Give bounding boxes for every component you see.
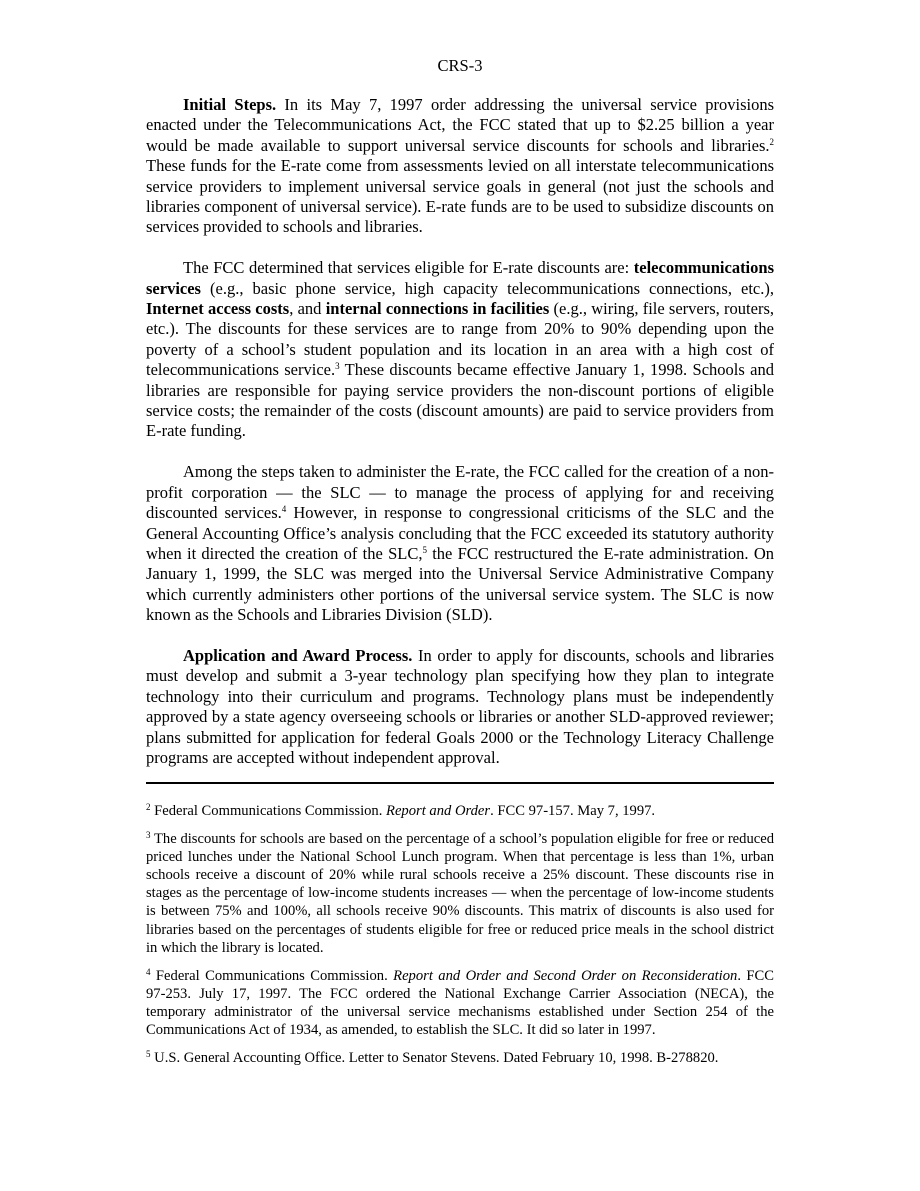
text-run: the FCC restructured the E-rate administration. On January 1, 1999, the SLC was merged into the Universal Service Administrative Company which currently administers other portions of the universal service system. The SLC is now known as the Schools and Libraries Division (SLD). [146, 543, 774, 625]
text-run: (e.g., wiring, file servers, routers, etc.). The discounts for these services are to range from 20% to 90% depending upon the poverty of a school’s student population and its location in an area with a high cost of telecommunications service. [146, 299, 774, 380]
text-run: The FCC determined that services eligible for E-rate discounts are: [183, 258, 634, 278]
text-run: Federal Communications Commission. [150, 967, 394, 984]
footnotes [146, 802, 774, 1077]
footnote-separator [146, 782, 774, 784]
text-run: (e.g., basic phone service, high capacity telecommunications connections, etc.), [200, 278, 774, 298]
italic-text: Report and Order [386, 803, 491, 819]
italic-text: Report and Order and Second Order on Reconsideration [393, 967, 738, 984]
page-number-header: CRS-3 [437, 56, 483, 75]
bold-text: Application and Award Process. [183, 645, 413, 665]
text-run: In order to apply for discounts, schools and libraries must develop and submit a 3-year technology plan specifying how they plan to integrate technology into their curriculum and programs. Technology plans must be independently approved by a state agency overseeing schools or libraries or another SLD-approved reviewer; plans submitted for application for federal Goals 2000 or the Technology Literacy Challenge programs are accepted without independent approval. [146, 645, 774, 767]
bold-text: telecommunications services [146, 258, 774, 298]
footnote-marker: 5 [146, 1049, 151, 1060]
text-run: In its May 7, 1997 order addressing the universal service provisions enacted under the Telecommunications Act, the FCC stated that up to $2.25 billion a year would be made available to support universal service discounts for schools and libraries. [146, 95, 774, 155]
footnote-2 [146, 802, 774, 820]
footnote-4 [146, 967, 774, 1039]
footnote-marker: 3 [146, 830, 151, 841]
text-run: , and [289, 299, 326, 319]
bold-text: internal connections in facilities [325, 299, 550, 319]
text-run: . FCC 97-157. May 7, 1997. [490, 803, 656, 819]
paragraph-administration [146, 462, 774, 625]
footnote-marker: 4 [281, 504, 287, 515]
text-run: However, in response to congressional criticisms of the SLC and the General Accounting Office’s analysis concluding that the FCC exceeded its statutory authority when it directed the creation of the SLC, [146, 503, 774, 563]
paragraph-application-award [146, 646, 774, 768]
text-run: These discounts became effective January 1, 1998. Schools and libraries are responsible for paying service providers the non-discount portions of eligible service costs; the remainder of the costs (discount amounts) are paid to service providers from E-rate funding. [146, 360, 774, 441]
text-run: These funds for the E-rate come from assessments levied on all interstate telecommunications service providers to implement universal service goals in general (not just the schools and libraries component of universal service). E-rate funds are to be used to subsidize discounts on services provided to schools and libraries. [146, 156, 774, 237]
text-run: Federal Communications Commission. [150, 803, 387, 819]
footnote-5 [146, 1049, 774, 1067]
footnote-marker: 3 [335, 361, 340, 372]
bold-text: Initial Steps. [183, 95, 277, 114]
bold-text: Internet access costs [146, 299, 290, 319]
footnote-3 [146, 830, 774, 957]
text-run: The discounts for schools are based on the percentage of a school’s population eligible for free or reduced priced lunches under the National School Lunch program. When that percentage is less than 1%, urban schools receive a discount of 20% while rural schools receive a 25% discount. These discounts rise in stages as the percentage of low-income students increases — when the percentage of low-income students is between 75% and 100%, all schools receive 90% discounts. This matrix of discounts is also used for libraries based on the percentages of students eligible for free or reduced price meals in the school district in which the library is located. [146, 831, 774, 956]
footnote-marker: 4 [146, 966, 151, 977]
text-run: U.S. General Accounting Office. Letter to Senator Stevens. Dated February 10, 1998. B-278820. [150, 1050, 719, 1067]
footnote-marker: 2 [769, 136, 774, 147]
text-run: . FCC 97-253. July 17, 1997. The FCC ordered the National Exchange Carrier Association (NECA), the temporary administrator of the universal service mechanisms established under Section 254 of the Communications Act of 1934, as amended, to establish the SLC. It did so later in 1997. [146, 967, 774, 1039]
paragraph-initial-steps [146, 95, 774, 238]
body-text [146, 95, 774, 789]
footnote-marker: 5 [422, 544, 427, 555]
paragraph-eligible-services [146, 258, 774, 442]
text-run: Among the steps taken to administer the E-rate, the FCC called for the creation of a non-profit corporation — the SLC — to manage the process of applying for and receiving discounted services. [146, 462, 774, 523]
footnote-marker: 2 [146, 802, 151, 812]
